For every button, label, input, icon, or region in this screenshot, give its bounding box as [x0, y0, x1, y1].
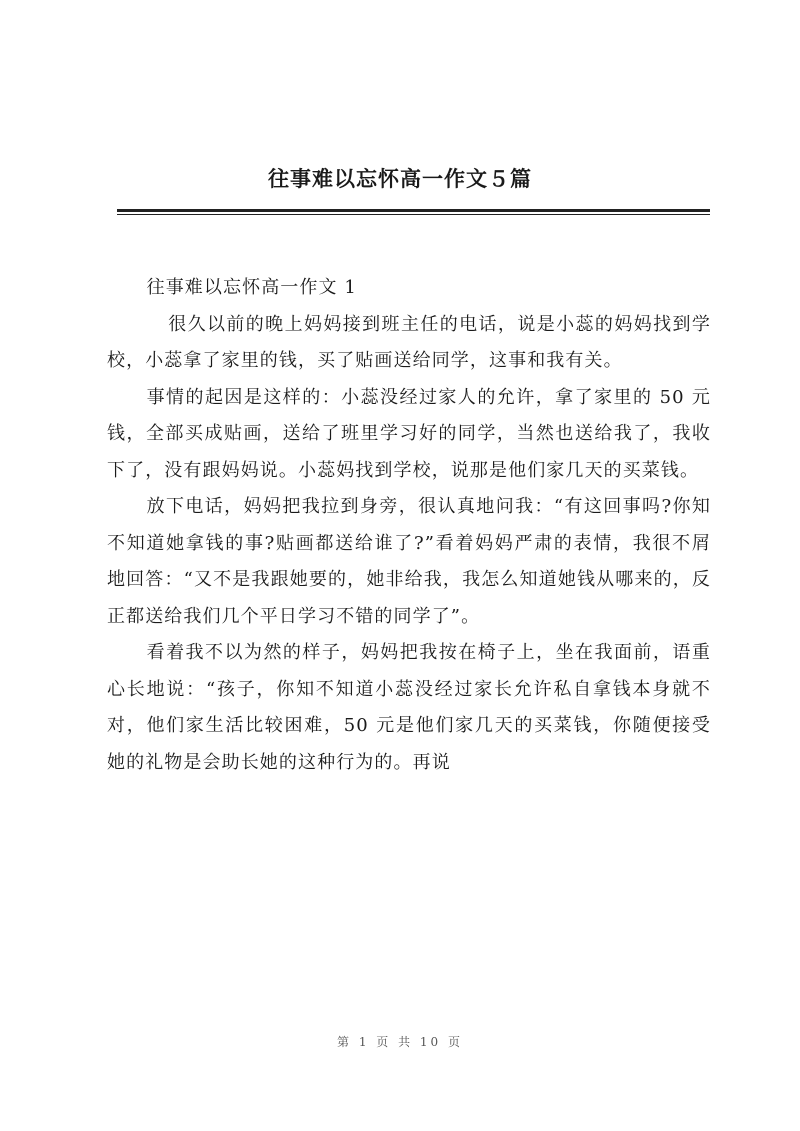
section-heading: 往事难以忘怀高一作文 1 [146, 277, 357, 298]
page-footer: 第 1 页 共 10 页 [337, 1035, 463, 1049]
title-rule-thin [117, 214, 710, 215]
body-paragraph-2: 事情的起因是这样的：小蕊没经过家人的允许，拿了家里的 50 元钱，全部买成贴画，送给了班里学习好的同学，当然也送给我了，我收下了，没有跟妈妈说。小蕊妈找到学校，说那是他们家几天的买菜钱。 [107, 386, 711, 481]
body-paragraph-4: 看着我不以为然的样子，妈妈把我按在椅子上，坐在我面前，语重心长地说：“孩子，你知不知道小蕊没经过家长允许私自拿钱本身就不对，他们家生活比较困难，50 元是他们家几天的买菜钱，你随便接受她的礼物是会助长她的这种行为的。再说 [107, 642, 711, 773]
title-rule-thick [117, 209, 710, 212]
document-title: 往事难以忘怀高一作文５篇 [268, 166, 532, 191]
body-paragraph-3: 放下电话，妈妈把我拉到身旁，很认真地问我：“有这回事吗?你知不知道她拿钱的事?贴画都送给谁了?”看着妈妈严肃的表情，我很不屑地回答：“又不是我跟她要的，她非给我，我怎么知道她钱从哪来的，反正都送给我们几个平日学习不错的同学了”。 [107, 496, 711, 627]
body-paragraph-1: 很久以前的晚上妈妈接到班主任的电话，说是小蕊的妈妈找到学校，小蕊拿了家里的钱，买了贴画送给同学，这事和我有关。 [107, 313, 711, 371]
document-body [107, 270, 711, 781]
